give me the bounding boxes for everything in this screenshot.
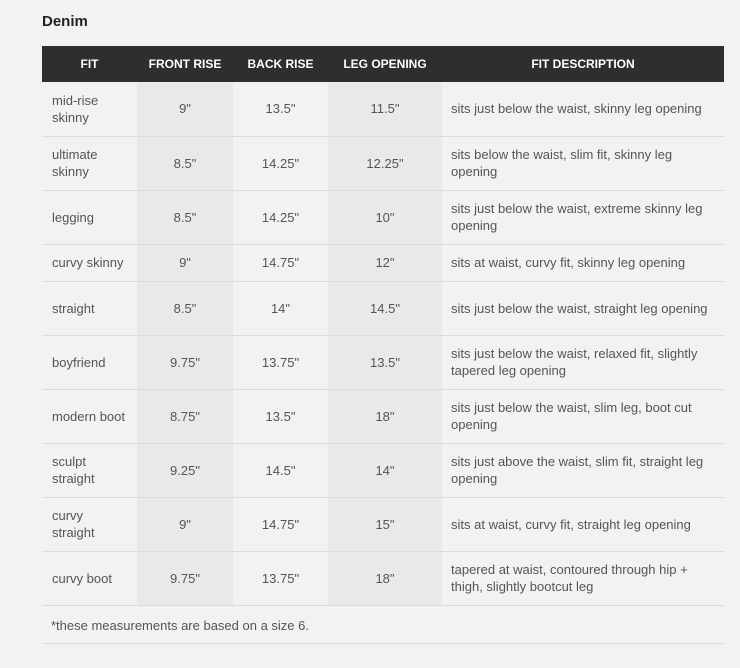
back-rise-value: 14.75": [233, 497, 328, 551]
header-fit: FIT: [42, 46, 137, 82]
front-rise-value: 9": [137, 497, 233, 551]
table-row: [42, 551, 724, 605]
back-rise-value: 13.75": [233, 335, 328, 389]
fit-description: tapered at waist, contoured through hip + thigh, slightly bootcut leg: [442, 551, 724, 605]
front-rise-value: 8.75": [137, 389, 233, 443]
fit-name: curvy skinny: [42, 244, 137, 281]
fit-name: straight: [42, 281, 137, 335]
header-front-rise: FRONT RISE: [137, 46, 233, 82]
header-leg-opening: LEG OPENING: [328, 46, 442, 82]
back-rise-value: 14": [233, 281, 328, 335]
back-rise-value: 14.5": [233, 443, 328, 497]
table-row: [42, 335, 724, 389]
back-rise-value: 14.25": [233, 190, 328, 244]
front-rise-value: 9.75": [137, 335, 233, 389]
fit-name: modern boot: [42, 389, 137, 443]
fit-description: sits just below the waist, straight leg opening: [442, 281, 724, 335]
leg-opening-value: 15": [328, 497, 442, 551]
size-footnote: *these measurements are based on a size 6.: [42, 607, 724, 644]
leg-opening-value: 18": [328, 389, 442, 443]
front-rise-value: 9.25": [137, 443, 233, 497]
front-rise-value: 9.75": [137, 551, 233, 605]
table-row: [42, 443, 724, 497]
page-title: Denim: [42, 13, 88, 30]
fit-description: sits below the waist, slim fit, skinny leg opening: [442, 136, 724, 190]
back-rise-value: 14.75": [233, 244, 328, 281]
fit-name: sculpt straight: [42, 443, 137, 497]
size-chart-table: [42, 46, 724, 606]
front-rise-value: 9": [137, 244, 233, 281]
leg-opening-value: 14.5": [328, 281, 442, 335]
fit-description: sits just below the waist, skinny leg opening: [442, 82, 724, 136]
fit-name: legging: [42, 190, 137, 244]
fit-name: curvy straight: [42, 497, 137, 551]
leg-opening-value: 10": [328, 190, 442, 244]
fit-description: sits at waist, curvy fit, straight leg opening: [442, 497, 724, 551]
front-rise-value: 8.5": [137, 190, 233, 244]
leg-opening-value: 13.5": [328, 335, 442, 389]
fit-name: ultimate skinny: [42, 136, 137, 190]
front-rise-value: 9": [137, 82, 233, 136]
fit-name: boyfriend: [42, 335, 137, 389]
leg-opening-value: 11.5": [328, 82, 442, 136]
header-fit-description: FIT DESCRIPTION: [442, 46, 724, 82]
table-row: [42, 82, 724, 136]
leg-opening-value: 12": [328, 244, 442, 281]
table-row: [42, 497, 724, 551]
fit-description: sits just below the waist, slim leg, boot cut opening: [442, 389, 724, 443]
table-row: [42, 136, 724, 190]
front-rise-value: 8.5": [137, 136, 233, 190]
fit-name: curvy boot: [42, 551, 137, 605]
leg-opening-value: 18": [328, 551, 442, 605]
fit-description: sits at waist, curvy fit, skinny leg opening: [442, 244, 724, 281]
fit-description: sits just above the waist, slim fit, straight leg opening: [442, 443, 724, 497]
front-rise-value: 8.5": [137, 281, 233, 335]
back-rise-value: 13.5": [233, 389, 328, 443]
table-row: [42, 244, 724, 281]
back-rise-value: 13.75": [233, 551, 328, 605]
table-row: [42, 190, 724, 244]
fit-description: sits just below the waist, extreme skinny leg opening: [442, 190, 724, 244]
back-rise-value: 14.25": [233, 136, 328, 190]
leg-opening-value: 14": [328, 443, 442, 497]
table-row: [42, 281, 724, 335]
table-header-row: [42, 46, 724, 82]
header-back-rise: BACK RISE: [233, 46, 328, 82]
leg-opening-value: 12.25": [328, 136, 442, 190]
fit-name: mid-rise skinny: [42, 82, 137, 136]
back-rise-value: 13.5": [233, 82, 328, 136]
fit-description: sits just below the waist, relaxed fit, slightly tapered leg opening: [442, 335, 724, 389]
table-row: [42, 389, 724, 443]
